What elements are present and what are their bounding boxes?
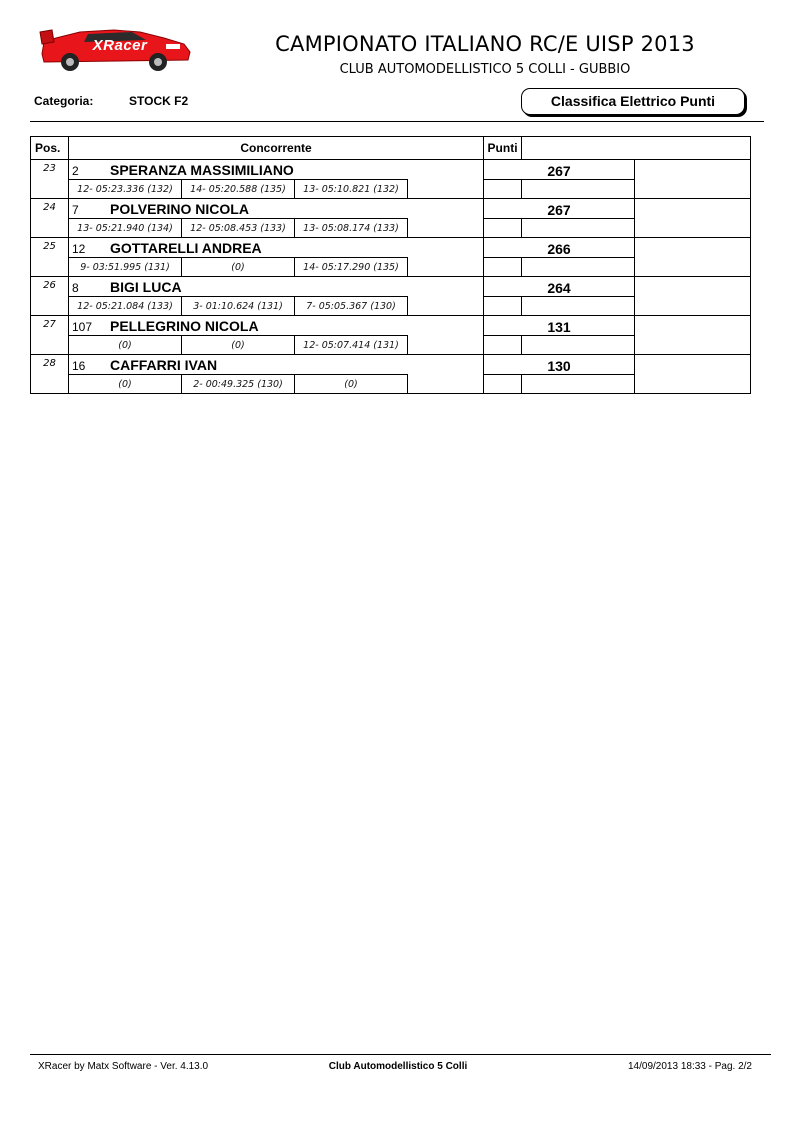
heat-results-row [31,258,751,277]
heat-result: 7- 05:05.367 (130) [295,297,408,316]
competitor-cell [69,160,408,180]
heat-result: (0) [69,336,182,355]
car-number: 16 [72,358,86,373]
heat-result: 12- 05:21.084 (133) [69,297,182,316]
empty-cell [635,258,751,277]
empty-cell [484,258,522,277]
competitor-name: CAFFARRI IVAN [110,356,218,373]
competitor-row [31,199,751,219]
position-cell: 24 [31,199,69,238]
col-header-blank [522,137,751,160]
header-divider [30,121,764,122]
position-cell: 27 [31,316,69,355]
points-row-spacer [635,355,751,375]
competitor-cell [69,199,408,219]
competitor-row [31,277,751,297]
points-cell: 130 [484,355,635,375]
heat-result: 12- 05:08.453 (133) [182,219,295,238]
empty-cell [635,297,751,316]
empty-cell [408,375,484,394]
position-cell: 23 [31,160,69,199]
car-number: 7 [72,202,79,217]
competitor-name: SPERANZA MASSIMILIANO [110,161,294,178]
col-header-competitor: Concorrente [69,137,484,160]
name-row-spacer [408,160,484,180]
empty-cell [522,219,635,238]
heat-result: (0) [182,336,295,355]
table-header-row [31,137,751,160]
competitor-name: BIGI LUCA [110,278,182,295]
heat-result: 13- 05:10.821 (132) [295,180,408,199]
category-value: STOCK F2 [129,94,189,108]
heat-result: 13- 05:08.174 (133) [295,219,408,238]
car-number: 2 [72,163,79,178]
heat-result: (0) [295,375,408,394]
competitor-cell [69,238,408,258]
empty-cell [484,219,522,238]
points-cell: 131 [484,316,635,336]
empty-cell [635,375,751,394]
heat-result: 12- 05:07.414 (131) [295,336,408,355]
footer-divider [30,1054,771,1055]
points-row-spacer [635,277,751,297]
heat-results-row [31,180,751,199]
empty-cell [522,336,635,355]
heat-result: 9- 03:51.995 (131) [69,258,182,277]
points-row-spacer [635,238,751,258]
col-header-pos: Pos. [31,137,69,160]
empty-cell [408,336,484,355]
position-cell: 28 [31,355,69,394]
empty-cell [522,375,635,394]
heat-result: 2- 00:49.325 (130) [182,375,295,394]
position-cell: 25 [31,238,69,277]
empty-cell [484,180,522,199]
empty-cell [522,258,635,277]
heat-results-row [31,219,751,238]
footer-software: XRacer by Matx Software - Ver. 4.13.0 [38,1061,209,1072]
heat-result: 14- 05:20.588 (135) [182,180,295,199]
points-cell: 264 [484,277,635,297]
heat-results-row [31,375,751,394]
competitor-row [31,238,751,258]
empty-cell [522,297,635,316]
page-subtitle: CLUB AUTOMODELLISTICO 5 COLLI - GUBBIO [339,62,631,77]
points-cell: 267 [484,199,635,219]
competitor-row [31,316,751,336]
empty-cell [408,219,484,238]
name-row-spacer [408,199,484,219]
heat-result: 13- 05:21.940 (134) [69,219,182,238]
heat-result: (0) [69,375,182,394]
xracer-logo [36,24,192,72]
logo-text: XRacer [92,37,148,54]
competitor-name: GOTTARELLI ANDREA [110,239,262,256]
empty-cell [408,180,484,199]
competitor-cell [69,355,408,375]
points-row-spacer [635,316,751,336]
heat-result: (0) [182,258,295,277]
empty-cell [635,219,751,238]
heat-results-row [31,297,751,316]
car-number: 107 [72,319,93,334]
competitor-name: POLVERINO NICOLA [110,200,249,217]
ranking-type-badge: Classifica Elettrico Punti [521,88,745,115]
name-row-spacer [408,316,484,336]
col-header-points: Punti [484,137,522,160]
page-title: CAMPIONATO ITALIANO RC/E UISP 2013 [275,32,695,56]
results-table [30,136,751,394]
competitor-row [31,355,751,375]
car-number: 12 [72,241,86,256]
name-row-spacer [408,355,484,375]
car-number: 8 [72,280,79,295]
empty-cell [484,336,522,355]
empty-cell [635,180,751,199]
empty-cell [484,297,522,316]
competitor-cell [69,316,408,336]
points-cell: 267 [484,160,635,180]
points-row-spacer [635,199,751,219]
empty-cell [408,297,484,316]
empty-cell [635,336,751,355]
footer-date-page: 14/09/2013 18:33 - Pag. 2/2 [628,1061,752,1072]
points-row-spacer [635,160,751,180]
name-row-spacer [408,238,484,258]
heat-result: 3- 01:10.624 (131) [182,297,295,316]
empty-cell [408,258,484,277]
empty-cell [484,375,522,394]
competitor-name: PELLEGRINO NICOLA [110,317,259,334]
position-cell: 26 [31,277,69,316]
heat-result: 14- 05:17.290 (135) [295,258,408,277]
footer-club: Club Automodellistico 5 Colli [328,1061,468,1072]
name-row-spacer [408,277,484,297]
heat-results-row [31,336,751,355]
competitor-row [31,160,751,180]
category-label: Categoria: [34,94,94,108]
competitor-cell [69,277,408,297]
heat-result: 12- 05:23.336 (132) [69,180,182,199]
empty-cell [522,180,635,199]
points-cell: 266 [484,238,635,258]
